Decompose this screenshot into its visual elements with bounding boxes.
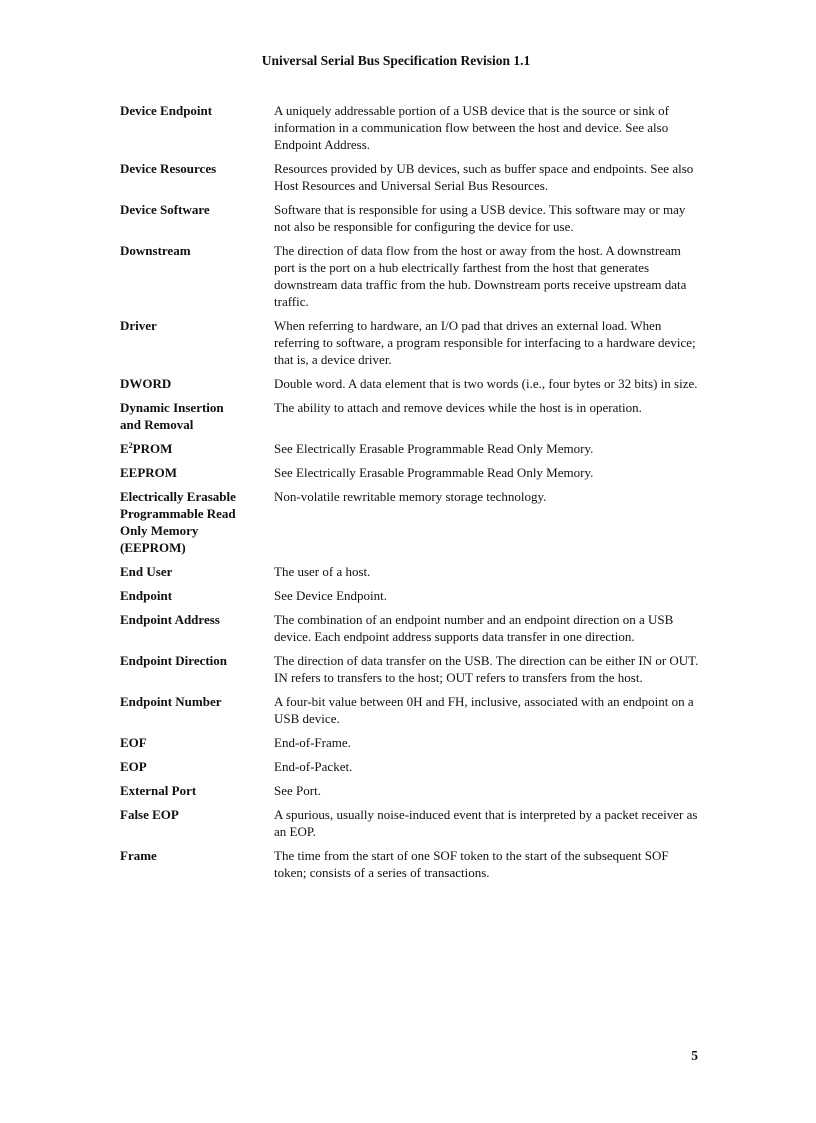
- glossary-term: EOF: [120, 735, 147, 750]
- glossary-term: Device Resources: [120, 161, 217, 176]
- glossary-entry-false-eop: [120, 806, 702, 840]
- glossary-entry-device-software: [120, 201, 702, 235]
- glossary-definition: Software that is responsible for using a USB device. This software may or may not also be responsible for configuring the device for use.: [274, 202, 686, 234]
- glossary-term: Endpoint Number: [120, 694, 222, 709]
- glossary-definition: Resources provided by UB devices, such as buffer space and endpoints. See also Host Resources and Universal Serial Bus Resources.: [274, 161, 694, 193]
- glossary-term: Downstream: [120, 243, 191, 258]
- glossary-term: EOP: [120, 759, 147, 774]
- page-header-title: Universal Serial Bus Specification Revision 1.1: [261, 53, 531, 68]
- glossary-entry-downstream: [120, 242, 702, 310]
- page-number: 5: [691, 1048, 698, 1063]
- glossary-entry-device-resources: [120, 160, 702, 194]
- glossary-entry-end-user: [120, 563, 702, 580]
- glossary-entry-device-endpoint: [120, 102, 702, 153]
- glossary-entry-e2prom: [120, 440, 702, 457]
- glossary-term: [120, 440, 274, 457]
- glossary-entry-frame: [120, 847, 702, 881]
- glossary-definition: Double word. A data element that is two words (i.e., four bytes or 32 bits) in size.: [274, 376, 698, 391]
- glossary-entry-electrically-erasable: [120, 488, 702, 556]
- glossary-definition: End-of-Packet.: [274, 759, 353, 774]
- glossary-list: [120, 102, 702, 888]
- glossary-definition: A four-bit value between 0H and FH, inclusive, associated with an endpoint on a USB device.: [274, 694, 694, 726]
- glossary-term: DWORD: [120, 376, 172, 391]
- glossary-term: False EOP: [120, 807, 179, 822]
- glossary-term: Endpoint Address: [120, 612, 220, 627]
- glossary-definition: A uniquely addressable portion of a USB device that is the source or sink of information in a communication flow between the host and device. See also Endpoint Address.: [274, 103, 669, 152]
- glossary-term: EEPROM: [120, 465, 178, 480]
- glossary-entry-endpoint-address: [120, 611, 702, 645]
- glossary-definition: The direction of data flow from the host or away from the host. A downstream port is the port on a hub electrically farthest from the host that generates downstream data traffic from the hub. Downstream ports receive upstream data traffic.: [274, 243, 687, 309]
- glossary-term: Driver: [120, 318, 157, 333]
- glossary-entry-endpoint: [120, 587, 702, 604]
- glossary-entry-eop: [120, 758, 702, 775]
- glossary-term: Electrically Erasable Programmable Read Only Memory (EEPROM): [120, 489, 236, 555]
- glossary-definition: See Electrically Erasable Programmable Read Only Memory.: [274, 465, 594, 480]
- glossary-entry-eof: [120, 734, 702, 751]
- glossary-term-rest: PROM: [132, 441, 173, 456]
- glossary-entry-external-port: [120, 782, 702, 799]
- glossary-definition: The user of a host.: [274, 564, 371, 579]
- glossary-term: Frame: [120, 848, 157, 863]
- glossary-definition: The direction of data transfer on the USB. The direction can be either IN or OUT. IN refers to transfers to the host; OUT refers to transfers from the host.: [274, 653, 699, 685]
- glossary-definition: See Port.: [274, 783, 321, 798]
- glossary-definition: See Electrically Erasable Programmable Read Only Memory.: [274, 441, 594, 456]
- glossary-definition: The combination of an endpoint number and an endpoint direction on a USB device. Each endpoint address supports data transfer in one direction.: [274, 612, 674, 644]
- glossary-definition: When referring to hardware, an I/O pad that drives an external load. When referring to software, a program responsible for interfacing to a hardware device; that is, a device driver.: [274, 318, 696, 367]
- glossary-term: Dynamic Insertion and Removal: [120, 400, 224, 432]
- glossary-term: Endpoint: [120, 588, 173, 603]
- glossary-entry-eeprom: [120, 464, 702, 481]
- glossary-definition: The ability to attach and remove devices while the host is in operation.: [274, 400, 642, 415]
- glossary-entry-endpoint-number: [120, 693, 702, 727]
- glossary-term-base: E: [120, 441, 129, 456]
- glossary-term-superscript: 2: [128, 441, 133, 450]
- glossary-entry-dword: [120, 375, 702, 392]
- glossary-term: External Port: [120, 783, 197, 798]
- glossary-entry-endpoint-direction: [120, 652, 702, 686]
- glossary-definition: The time from the start of one SOF token to the start of the subsequent SOF token; consists of a series of transactions.: [274, 848, 669, 880]
- glossary-term: Device Endpoint: [120, 103, 213, 118]
- glossary-entry-driver: [120, 317, 702, 368]
- glossary-definition: See Device Endpoint.: [274, 588, 387, 603]
- glossary-term: End User: [120, 564, 173, 579]
- glossary-definition: Non-volatile rewritable memory storage technology.: [274, 489, 547, 504]
- glossary-definition: End-of-Frame.: [274, 735, 351, 750]
- glossary-term: Endpoint Direction: [120, 653, 228, 668]
- glossary-term: Device Software: [120, 202, 210, 217]
- glossary-definition: A spurious, usually noise-induced event that is interpreted by a packet receiver as an EOP.: [274, 807, 698, 839]
- glossary-entry-dynamic-insertion: [120, 399, 702, 433]
